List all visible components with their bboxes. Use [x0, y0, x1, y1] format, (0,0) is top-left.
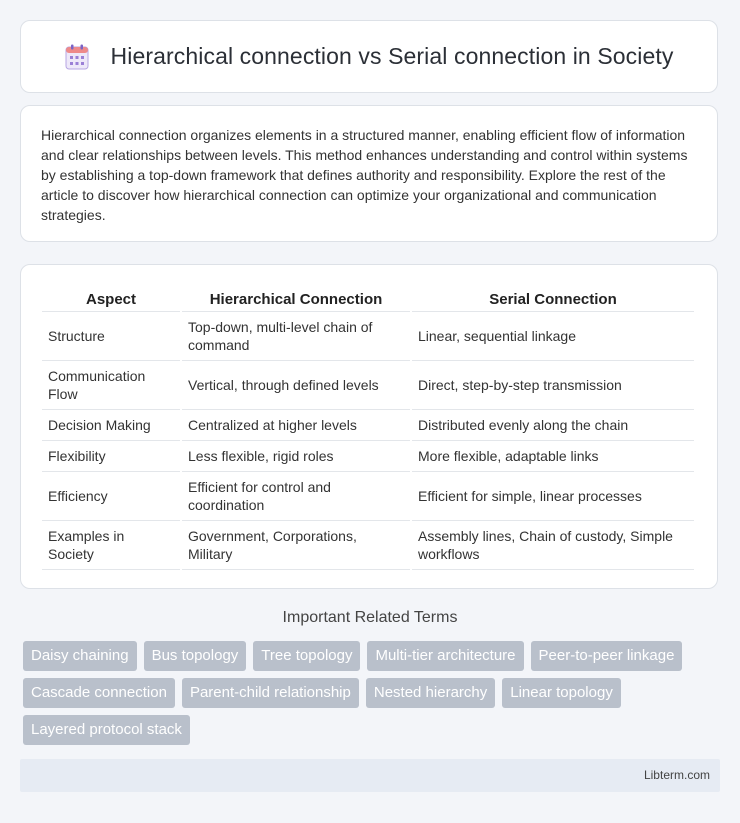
cell-serial: Efficient for simple, linear processes [412, 472, 694, 521]
header-aspect: Aspect [42, 284, 180, 312]
calendar-icon [65, 44, 89, 70]
header-hierarchical: Hierarchical Connection [182, 284, 410, 312]
footer-brand[interactable]: Libterm.com [643, 768, 710, 782]
table-row [42, 410, 694, 441]
cell-hierarchical: Vertical, through defined levels [182, 361, 410, 410]
tag-layered-protocol-stack[interactable]: Layered protocol stack [23, 715, 190, 745]
intro-paragraph: Hierarchical connection organizes elements in a structured manner, enabling efficient flow of information and clear relationships between levels. This method enhances understanding and control within systems by establishing a top-down framework that defines authority and responsibility. Explore the rest of the article to discover how hierarchical connection can optimize your organizational and communication strategies. [41, 127, 688, 223]
tag-bus-topology[interactable]: Bus topology [144, 641, 247, 671]
tag-daisy-chaining[interactable]: Daisy chaining [23, 641, 137, 671]
cell-aspect: Efficiency [42, 472, 180, 521]
related-terms-title: Important Related Terms [282, 609, 458, 626]
cell-serial: Direct, step-by-step transmission [412, 361, 694, 410]
cell-serial: Distributed evenly along the chain [412, 410, 694, 441]
table-header-row [42, 284, 694, 312]
table-row [42, 361, 694, 410]
table-row [42, 521, 694, 570]
intro-card [20, 105, 718, 242]
tag-parent-child-relationship[interactable]: Parent-child relationship [182, 678, 359, 708]
tag-cascade-connection[interactable]: Cascade connection [23, 678, 175, 708]
tag-nested-hierarchy[interactable]: Nested hierarchy [366, 678, 495, 708]
table-row [42, 312, 694, 361]
tag-linear-topology[interactable]: Linear topology [502, 678, 621, 708]
cell-hierarchical: Centralized at higher levels [182, 410, 410, 441]
tag-tree-topology[interactable]: Tree topology [253, 641, 360, 671]
cell-hierarchical: Less flexible, rigid roles [182, 441, 410, 472]
table-row [42, 441, 694, 472]
related-terms-tags [23, 641, 723, 745]
cell-aspect: Structure [42, 312, 180, 361]
cell-aspect: Examples in Society [42, 521, 180, 570]
cell-aspect: Flexibility [42, 441, 180, 472]
comparison-table-card [20, 264, 718, 589]
header-card [20, 20, 718, 93]
cell-aspect: Decision Making [42, 410, 180, 441]
footer [20, 759, 720, 792]
cell-hierarchical: Government, Corporations, Military [182, 521, 410, 570]
page-title: Hierarchical connection vs Serial connection in Society [110, 43, 674, 69]
comparison-table [40, 284, 696, 570]
cell-serial: More flexible, adaptable links [412, 441, 694, 472]
cell-serial: Assembly lines, Chain of custody, Simple workflows [412, 521, 694, 570]
cell-hierarchical: Efficient for control and coordination [182, 472, 410, 521]
tag-peer-to-peer-linkage[interactable]: Peer-to-peer linkage [531, 641, 683, 671]
cell-serial: Linear, sequential linkage [412, 312, 694, 361]
tag-multi-tier-architecture[interactable]: Multi-tier architecture [367, 641, 523, 671]
table-row [42, 472, 694, 521]
title-wrap [65, 43, 674, 70]
header-serial: Serial Connection [412, 284, 694, 312]
cell-hierarchical: Top-down, multi-level chain of command [182, 312, 410, 361]
cell-aspect: Communication Flow [42, 361, 180, 410]
